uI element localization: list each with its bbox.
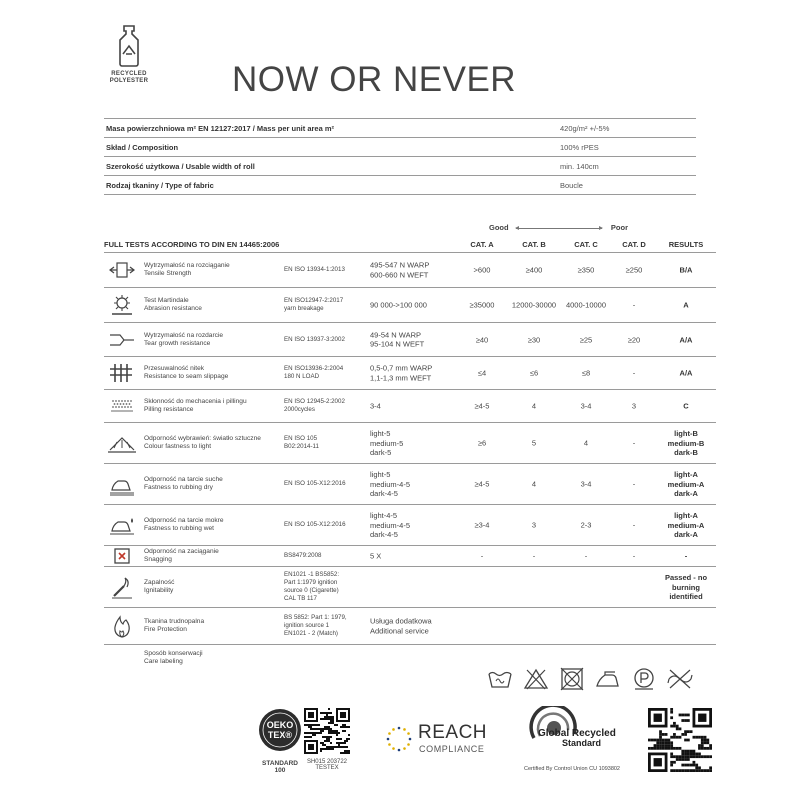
cat-b-value: 3 — [531, 520, 537, 530]
table-row — [104, 567, 716, 608]
cat-d-value: - — [632, 520, 636, 530]
logo-line-1: RECYCLED — [111, 71, 147, 77]
line: ignition source 1 — [284, 622, 330, 629]
line: dark-A — [674, 488, 698, 498]
table-row — [104, 608, 716, 645]
oeko-code: SH015 203722 — [306, 759, 348, 765]
line: dark-4-5 — [370, 529, 398, 539]
grs-logo — [524, 706, 634, 776]
cat-c-value: ≥350 — [577, 265, 595, 275]
oeko-qr — [304, 708, 350, 771]
seam-slippage-icon — [106, 360, 138, 386]
test-standard — [284, 365, 343, 381]
table-row — [104, 357, 716, 390]
line: C — [683, 401, 689, 411]
professional-clean-p-icon — [630, 667, 658, 691]
line: 95-104 N WEFT — [370, 339, 425, 349]
test-standard — [284, 614, 347, 638]
cat-b-value: 4 — [531, 479, 537, 489]
test-name-pl: Zapalność — [144, 579, 175, 586]
cat-a-value: ≥35000 — [469, 300, 495, 310]
spec-label: Szerokość użytkowa / Usable width of roll — [106, 162, 255, 171]
cat-b-value: 4 — [531, 401, 537, 411]
cat-d-value: - — [632, 300, 636, 310]
ignitability-icon — [106, 574, 138, 600]
test-standard — [284, 521, 346, 529]
spec-table — [104, 118, 696, 195]
tear-growth-icon — [106, 327, 138, 353]
test-result — [370, 617, 432, 636]
header-results: RESULTS — [668, 240, 704, 249]
wash-30-icon — [486, 667, 514, 691]
line: light-4-5 — [370, 510, 398, 520]
cat-a-value: ≤4 — [477, 368, 487, 378]
test-name-en: Tear growth resistance — [144, 339, 211, 347]
cat-c-value: 3-4 — [580, 401, 592, 411]
line: EN ISO 105-X12:2016 — [284, 521, 346, 528]
table-row — [104, 253, 716, 288]
test-name-en: Abrasion resistance — [144, 305, 202, 312]
no-tumble-dry-icon — [558, 667, 586, 691]
line: 0,5-0,7 mm WARP — [370, 363, 433, 373]
line: medium-4-5 — [370, 520, 411, 530]
cat-d-value: ≥20 — [627, 334, 641, 344]
line: 3-4 — [370, 401, 381, 411]
cat-b-value: ≥400 — [525, 265, 543, 275]
line: 90 000->100 000 — [370, 300, 427, 310]
test-name — [144, 650, 203, 666]
header-cat-b: CAT. B — [522, 240, 546, 249]
test-name-pl: Odporność wybrawień: światło sztuczne — [144, 435, 261, 442]
line: light-A — [674, 469, 698, 479]
line: EN ISO 105 — [284, 435, 318, 442]
line: light-5 — [370, 469, 391, 479]
test-outcome — [658, 265, 714, 275]
line: medium-B — [667, 438, 705, 448]
table-row — [104, 546, 716, 567]
line: light-B — [674, 428, 698, 438]
line: 600-660 N WEFT — [370, 270, 429, 279]
cat-c-value: - — [584, 551, 588, 561]
test-name-en: Colour fastness to light — [144, 443, 212, 450]
line: EN ISO 13937-3:2002 — [284, 335, 345, 343]
test-name-pl: Wytrzymałość na rozdarcie — [144, 331, 224, 339]
spec-value: min. 140cm — [560, 162, 599, 171]
test-result — [370, 429, 403, 458]
cat-b-value: 12000-30000 — [511, 300, 557, 310]
fire-protection-icon — [106, 613, 138, 639]
iron-low-icon — [594, 667, 622, 691]
test-name — [144, 332, 223, 348]
oeko-testex: TESTEX — [315, 765, 339, 771]
line: dark-5 — [370, 447, 392, 457]
test-outcome — [658, 573, 714, 602]
test-outcome — [658, 368, 714, 378]
line: light-A — [674, 510, 698, 520]
test-name — [144, 476, 223, 492]
reach-logo — [384, 720, 504, 760]
scale-arrow — [516, 228, 602, 229]
oeko-top: OEKO — [266, 720, 294, 730]
line: EN ISO 13934-1:2013 — [284, 266, 345, 273]
spec-value: Boucle — [560, 181, 583, 190]
cat-b-value: ≤6 — [529, 368, 539, 378]
scale-good-label: Good — [489, 223, 509, 232]
certifications — [250, 706, 720, 796]
grs-certified: Certified By Control Union CU 1093802 — [524, 766, 620, 772]
line: Passed - no — [664, 572, 708, 582]
line: medium-5 — [370, 438, 404, 448]
line: Part 1:1979 ignition — [284, 579, 338, 586]
test-name-pl: Odporność na zaciąganie — [144, 548, 219, 555]
rubbing-wet-icon — [106, 512, 138, 538]
test-outcome — [658, 335, 714, 345]
table-row — [104, 288, 716, 323]
test-name-en: Tensile Strength — [144, 270, 192, 277]
cat-c-value: 3-4 — [580, 479, 592, 489]
line: Additional service — [370, 626, 429, 635]
spec-label: Rodzaj tkaniny / Type of fabric — [106, 181, 214, 190]
cat-a-value: ≥3-4 — [474, 520, 490, 530]
cat-c-value: ≤8 — [581, 368, 591, 378]
tests-title: FULL TESTS ACCORDING TO DIN EN 14465:2006 — [104, 240, 280, 249]
test-name-en: Fastness to rubbing wet — [144, 525, 215, 532]
rubbing-dry-icon — [106, 471, 138, 497]
no-wring-icon — [666, 667, 694, 691]
cat-b-value: ≥30 — [527, 334, 541, 344]
cat-b-value: 5 — [531, 438, 537, 448]
test-name-en: Pilling resistance — [144, 406, 194, 413]
tensile-strength-icon — [106, 257, 138, 283]
test-standard — [284, 480, 346, 488]
grs-line-2: Standard — [562, 738, 602, 748]
header-cat-c: CAT. C — [574, 240, 598, 249]
oeko-number: 100 — [274, 767, 286, 774]
snagging-icon — [106, 543, 138, 569]
line: yarn breakage — [284, 305, 324, 312]
test-result — [370, 300, 427, 310]
oeko-mid: TEX® — [267, 730, 293, 740]
test-result — [370, 330, 424, 349]
cat-a-value: ≥6 — [477, 438, 487, 448]
test-outcome — [658, 470, 714, 499]
tests-table-header — [104, 236, 716, 253]
line: medium-4-5 — [370, 479, 411, 489]
oeko-standard: STANDARD — [262, 760, 298, 767]
line: BS 5852: Part 1: 1979, — [284, 614, 347, 621]
test-name-en: Care labeling — [144, 658, 183, 665]
test-name — [144, 618, 204, 634]
light-fastness-icon — [106, 430, 138, 456]
line: 495-547 N WARP — [370, 260, 430, 270]
line: A/A — [679, 368, 693, 378]
cat-d-value: - — [632, 438, 636, 448]
line: medium-A — [667, 479, 705, 489]
line: CAL TB 117 — [284, 595, 317, 602]
oeko-tex-logo — [258, 708, 302, 774]
table-row — [104, 323, 716, 357]
line: A/A — [679, 334, 693, 344]
spec-label: Skład / Composition — [106, 143, 179, 152]
line: dark-4-5 — [370, 488, 398, 498]
eu-stars-icon — [384, 724, 414, 754]
test-name-pl: Skłonność do mechacenia i pillingu — [144, 398, 247, 405]
cat-c-value: 4000-10000 — [565, 300, 607, 310]
cat-a-value: ≥4-5 — [474, 479, 490, 489]
table-row — [104, 464, 716, 505]
logo-line-2: POLYESTER — [109, 78, 149, 84]
line: BS8479:2008 — [284, 552, 322, 559]
line: light-5 — [370, 428, 391, 438]
test-name-en: Fire Protection — [144, 626, 187, 633]
test-standard — [284, 297, 343, 313]
tests-table — [104, 236, 716, 671]
test-name — [144, 262, 230, 278]
test-outcome — [658, 551, 714, 561]
cat-a-value: >600 — [473, 265, 491, 275]
line: burning — [672, 582, 700, 592]
cat-d-value: - — [632, 368, 636, 378]
table-row — [104, 423, 716, 464]
cat-a-value: ≥4-5 — [474, 401, 490, 411]
cat-d-value: - — [632, 551, 636, 561]
line: 49-54 N WARP — [370, 330, 421, 339]
table-row — [104, 390, 716, 423]
abrasion-resistance-icon — [106, 292, 138, 318]
line: 180 N LOAD — [284, 373, 320, 380]
test-name-en: Fastness to rubbing dry — [144, 484, 213, 491]
test-outcome — [658, 300, 714, 310]
test-name — [144, 297, 202, 313]
test-outcome — [658, 401, 714, 411]
line: B/A — [679, 265, 693, 275]
test-name-pl: Odporność na tarcie mokre — [144, 517, 224, 524]
scale-poor-label: Poor — [610, 223, 628, 232]
spec-row-fabric-type — [104, 176, 696, 195]
spec-label: Masa powierzchniowa m² EN 12127:2017 / Mass per unit area m² — [106, 124, 335, 133]
header-cat-d: CAT. D — [622, 240, 646, 249]
cat-c-value: ≥25 — [579, 334, 593, 344]
test-standard — [284, 398, 345, 414]
line: A — [683, 300, 689, 310]
line: EN ISO 105-X12:2016 — [284, 480, 346, 487]
no-bleach-icon — [522, 667, 550, 691]
test-result — [370, 511, 410, 540]
care-labels — [486, 664, 710, 694]
cat-c-value: 4 — [583, 438, 589, 448]
qr-code-icon — [304, 708, 350, 754]
line: identified — [669, 591, 703, 601]
test-result — [370, 401, 381, 411]
line: source 0 (Cigarette) — [284, 587, 339, 594]
spec-row-composition — [104, 138, 696, 157]
test-name — [144, 579, 174, 595]
line: EN ISO13936-2:2004 — [284, 365, 344, 372]
test-name — [144, 398, 247, 414]
test-name-en: Snagging — [144, 556, 172, 563]
qr-code-icon — [648, 708, 712, 772]
header-cat-a: CAT. A — [470, 240, 494, 249]
line: Usługa dodatkowa — [370, 616, 432, 626]
table-row — [104, 505, 716, 546]
test-name-pl: Przesuwalność nitek — [144, 365, 205, 372]
line: EN ISO 12945-2:2002 — [284, 398, 345, 405]
line: EN ISO12947-2:2017 — [284, 297, 344, 304]
test-name-pl: Odporność na tarcie suche — [144, 476, 223, 483]
test-name — [144, 435, 261, 451]
pilling-icon — [106, 393, 138, 419]
cat-d-value: 3 — [631, 401, 637, 411]
cat-b-value: - — [532, 551, 536, 561]
line: EN1021 -1 BS5852: — [284, 571, 340, 578]
test-name-en: Ignitability — [144, 587, 174, 594]
test-name-pl: Sposób konserwacji — [144, 650, 203, 657]
test-standard — [284, 266, 345, 274]
cat-d-value: - — [632, 479, 636, 489]
line: B02:2014-11 — [284, 443, 319, 450]
spec-row-mass — [104, 118, 696, 138]
cat-a-value: ≥40 — [475, 334, 489, 344]
test-name — [144, 548, 219, 564]
line: dark-B — [674, 447, 698, 457]
line: - — [684, 551, 688, 561]
test-name-pl: Tkanina trudnopalna — [144, 618, 205, 625]
recycled-bottle-icon — [112, 24, 146, 68]
page-title: NOW OR NEVER — [232, 60, 517, 99]
recycled-polyester-logo — [104, 24, 154, 85]
test-name-pl: Test Martindale — [144, 297, 189, 304]
test-result — [370, 261, 429, 280]
test-name — [144, 365, 228, 381]
test-name-en: Resistance to seam slippage — [144, 373, 229, 380]
test-result — [370, 470, 410, 499]
test-result — [370, 551, 381, 561]
cat-a-value: - — [480, 551, 484, 561]
tests-rows — [104, 253, 716, 671]
spec-row-width — [104, 157, 696, 176]
test-outcome — [658, 429, 714, 458]
test-outcome — [658, 511, 714, 540]
line: medium-A — [667, 520, 705, 530]
test-standard — [284, 571, 339, 603]
spec-value: 100% rPES — [560, 143, 599, 152]
line: 5 X — [370, 551, 382, 561]
line: 1,1-1,3 mm WEFT — [370, 373, 432, 382]
test-name — [144, 517, 224, 533]
cat-c-value: 2-3 — [580, 520, 592, 530]
test-name-pl: Wytrzymałość na rozciąganie — [144, 262, 230, 269]
reach-sub: COMPLIANCE — [419, 744, 485, 754]
grs-line-1: Global Recycled — [538, 728, 616, 739]
line: 2000cycles — [284, 406, 315, 413]
test-standard — [284, 552, 322, 560]
cat-d-value: ≥250 — [625, 265, 643, 275]
good-poor-scale — [484, 223, 644, 235]
test-result — [370, 364, 432, 383]
test-standard — [284, 336, 345, 344]
line: dark-A — [674, 529, 698, 539]
line: EN1021 - 2 (Match) — [284, 630, 338, 637]
reach-title: REACH — [418, 722, 488, 743]
test-standard — [284, 435, 319, 451]
spec-value: 420g/m² +/-5% — [560, 124, 610, 133]
